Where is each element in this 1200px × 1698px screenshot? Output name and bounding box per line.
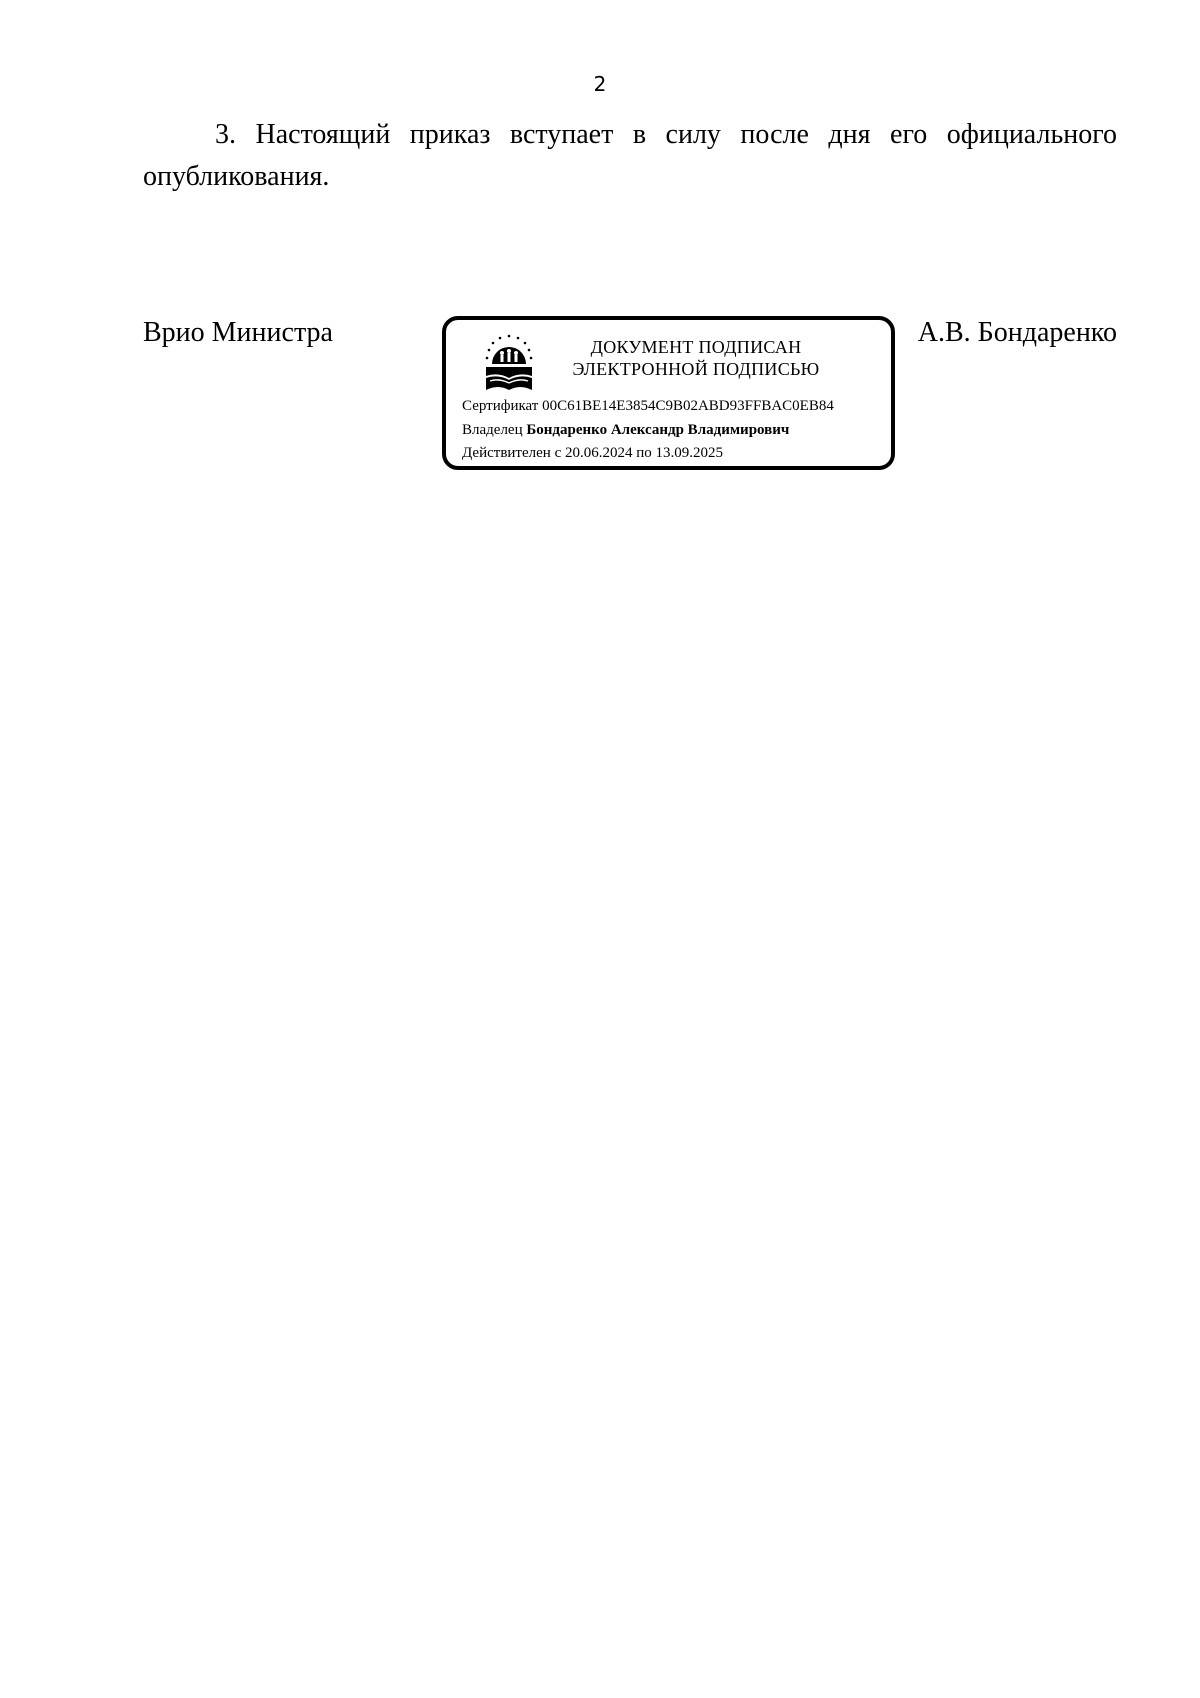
stamp-certificate-line <box>462 397 834 415</box>
electronic-signature-stamp <box>442 316 895 470</box>
owner-value: Бондаренко Александр Владимирович <box>526 422 790 438</box>
valid-to-date: 13.09.2025 <box>655 445 724 461</box>
owner-label: Владелец <box>462 422 523 438</box>
stamp-title-line-2: ЭЛЕКТРОННОЙ ПОДПИСЬЮ <box>572 359 820 379</box>
signatory-name: А.В. Бондаренко <box>917 317 1117 348</box>
certificate-label: Сертификат <box>462 398 539 414</box>
valid-from-label: с <box>554 445 562 461</box>
stamp-title <box>546 336 846 380</box>
valid-label: Действителен <box>462 445 551 461</box>
body-paragraph: 3. Настоящий приказ вступает в силу после дня его официального опубликования. <box>143 119 1117 192</box>
signatory-position: Врио Министра <box>143 317 333 348</box>
stamp-title-line-1: ДОКУМЕНТ ПОДПИСАН <box>590 337 802 357</box>
stamp-owner-line <box>462 421 789 439</box>
certificate-value: 00C61BE14E3854C9B02ABD93FFBAC0EB84 <box>542 398 834 414</box>
page-number: 2 <box>593 72 607 96</box>
valid-from-date: 20.06.2024 <box>564 445 633 461</box>
coat-of-arms-emblem-icon <box>482 334 536 392</box>
stamp-validity-line <box>462 444 723 462</box>
valid-to-label: по <box>636 445 652 461</box>
